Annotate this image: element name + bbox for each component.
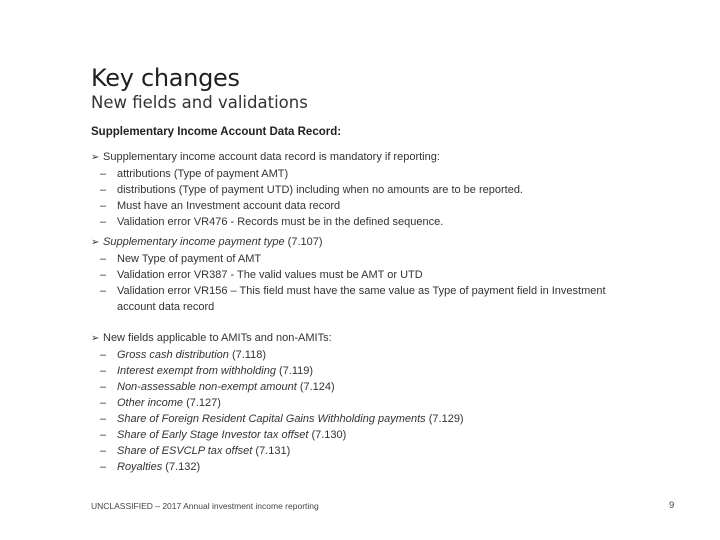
arrow-bullet-icon: ➢ xyxy=(91,237,100,248)
field-name: Gross cash distribution xyxy=(117,349,229,361)
section-new-fields xyxy=(91,330,464,475)
dash-bullet-icon: – xyxy=(100,445,107,457)
field-name: Non-assessable non-exempt amount xyxy=(117,381,297,393)
bullet-line xyxy=(91,234,637,251)
list-item-text: Validation error VR387 - The valid values must be AMT or UTD xyxy=(117,269,423,281)
list-item xyxy=(91,459,464,475)
list-item xyxy=(91,283,637,315)
dash-bullet-icon: – xyxy=(100,285,107,297)
list-item xyxy=(91,267,637,283)
footer-text: UNCLASSIFIED – 2017 Annual investment income reporting xyxy=(91,501,319,511)
field-name: Share of ESVCLP tax offset xyxy=(117,445,253,457)
field-ref: (7.132) xyxy=(162,461,201,473)
dash-bullet-icon: – xyxy=(100,253,107,265)
field-ref: (7.119) xyxy=(275,365,314,377)
bullet-text: Supplementary income account data record is mandatory if reporting: xyxy=(103,151,440,163)
section-heading: Supplementary Income Account Data Record: xyxy=(91,126,342,138)
list-item xyxy=(91,251,637,267)
arrow-bullet-icon: ➢ xyxy=(91,152,100,163)
slide-title: Key changes xyxy=(91,64,240,92)
arrow-bullet-icon: ➢ xyxy=(91,333,100,344)
slide-subtitle: New fields and validations xyxy=(91,93,308,112)
dash-bullet-icon: – xyxy=(100,381,107,393)
dash-bullet-icon: – xyxy=(100,269,107,281)
list-item-text: Must have an Investment account data record xyxy=(117,200,341,212)
bullet-text-italic: Supplementary income payment type xyxy=(103,236,285,248)
dash-bullet-icon: – xyxy=(100,461,107,473)
field-ref: (7.127) xyxy=(183,397,221,409)
page-number: 9 xyxy=(669,500,675,511)
bullet-text: New fields applicable to AMITs and non-AMITs: xyxy=(103,332,332,344)
dash-bullet-icon: – xyxy=(100,413,107,425)
list-item xyxy=(91,182,523,198)
field-ref: (7.124) xyxy=(296,381,335,393)
field-name: Interest exempt from withholding xyxy=(117,365,276,377)
dash-bullet-icon: – xyxy=(100,429,107,441)
field-name: Share of Foreign Resident Capital Gains Withholding payments xyxy=(117,413,426,425)
dash-bullet-icon: – xyxy=(100,216,107,228)
field-name: Other income xyxy=(117,397,184,409)
list-item-text: distributions (Type of payment UTD) including when no amounts are to be reported. xyxy=(117,184,523,196)
dash-bullet-icon: – xyxy=(100,365,107,377)
list-item-text: attributions (Type of payment AMT) xyxy=(117,168,289,180)
list-item xyxy=(91,427,464,443)
list-item xyxy=(91,379,464,395)
list-item xyxy=(91,395,464,411)
field-ref: (7.129) xyxy=(425,413,464,425)
dash-bullet-icon: – xyxy=(100,349,107,361)
dash-bullet-icon: – xyxy=(100,397,107,409)
list-item xyxy=(91,363,464,379)
bullet-line xyxy=(91,330,464,347)
field-name: Share of Early Stage Investor tax offset xyxy=(117,429,309,441)
field-ref: (7.131) xyxy=(252,445,291,457)
list-item xyxy=(91,198,523,214)
field-name: Royalties xyxy=(117,461,163,473)
list-item xyxy=(91,166,523,182)
list-item-text: Validation error VR476 - Records must be in the defined sequence. xyxy=(117,216,444,228)
field-ref: (7.130) xyxy=(308,429,347,441)
list-item xyxy=(91,411,464,427)
list-item-text: New Type of payment of AMT xyxy=(117,253,262,265)
field-ref: (7.118) xyxy=(228,349,266,361)
section-mandatory xyxy=(91,149,523,230)
list-item-text: Validation error VR156 – This field must have the same value as Type of payment field in Investment account data record xyxy=(117,285,606,313)
list-item xyxy=(91,443,464,459)
dash-bullet-icon: – xyxy=(100,168,107,180)
bullet-line xyxy=(91,149,523,166)
bullet-text-suffix: (7.107) xyxy=(284,236,323,248)
section-payment-type xyxy=(91,234,637,315)
list-item xyxy=(91,214,523,230)
dash-bullet-icon: – xyxy=(100,184,107,196)
dash-bullet-icon: – xyxy=(100,200,107,212)
list-item xyxy=(91,347,464,363)
